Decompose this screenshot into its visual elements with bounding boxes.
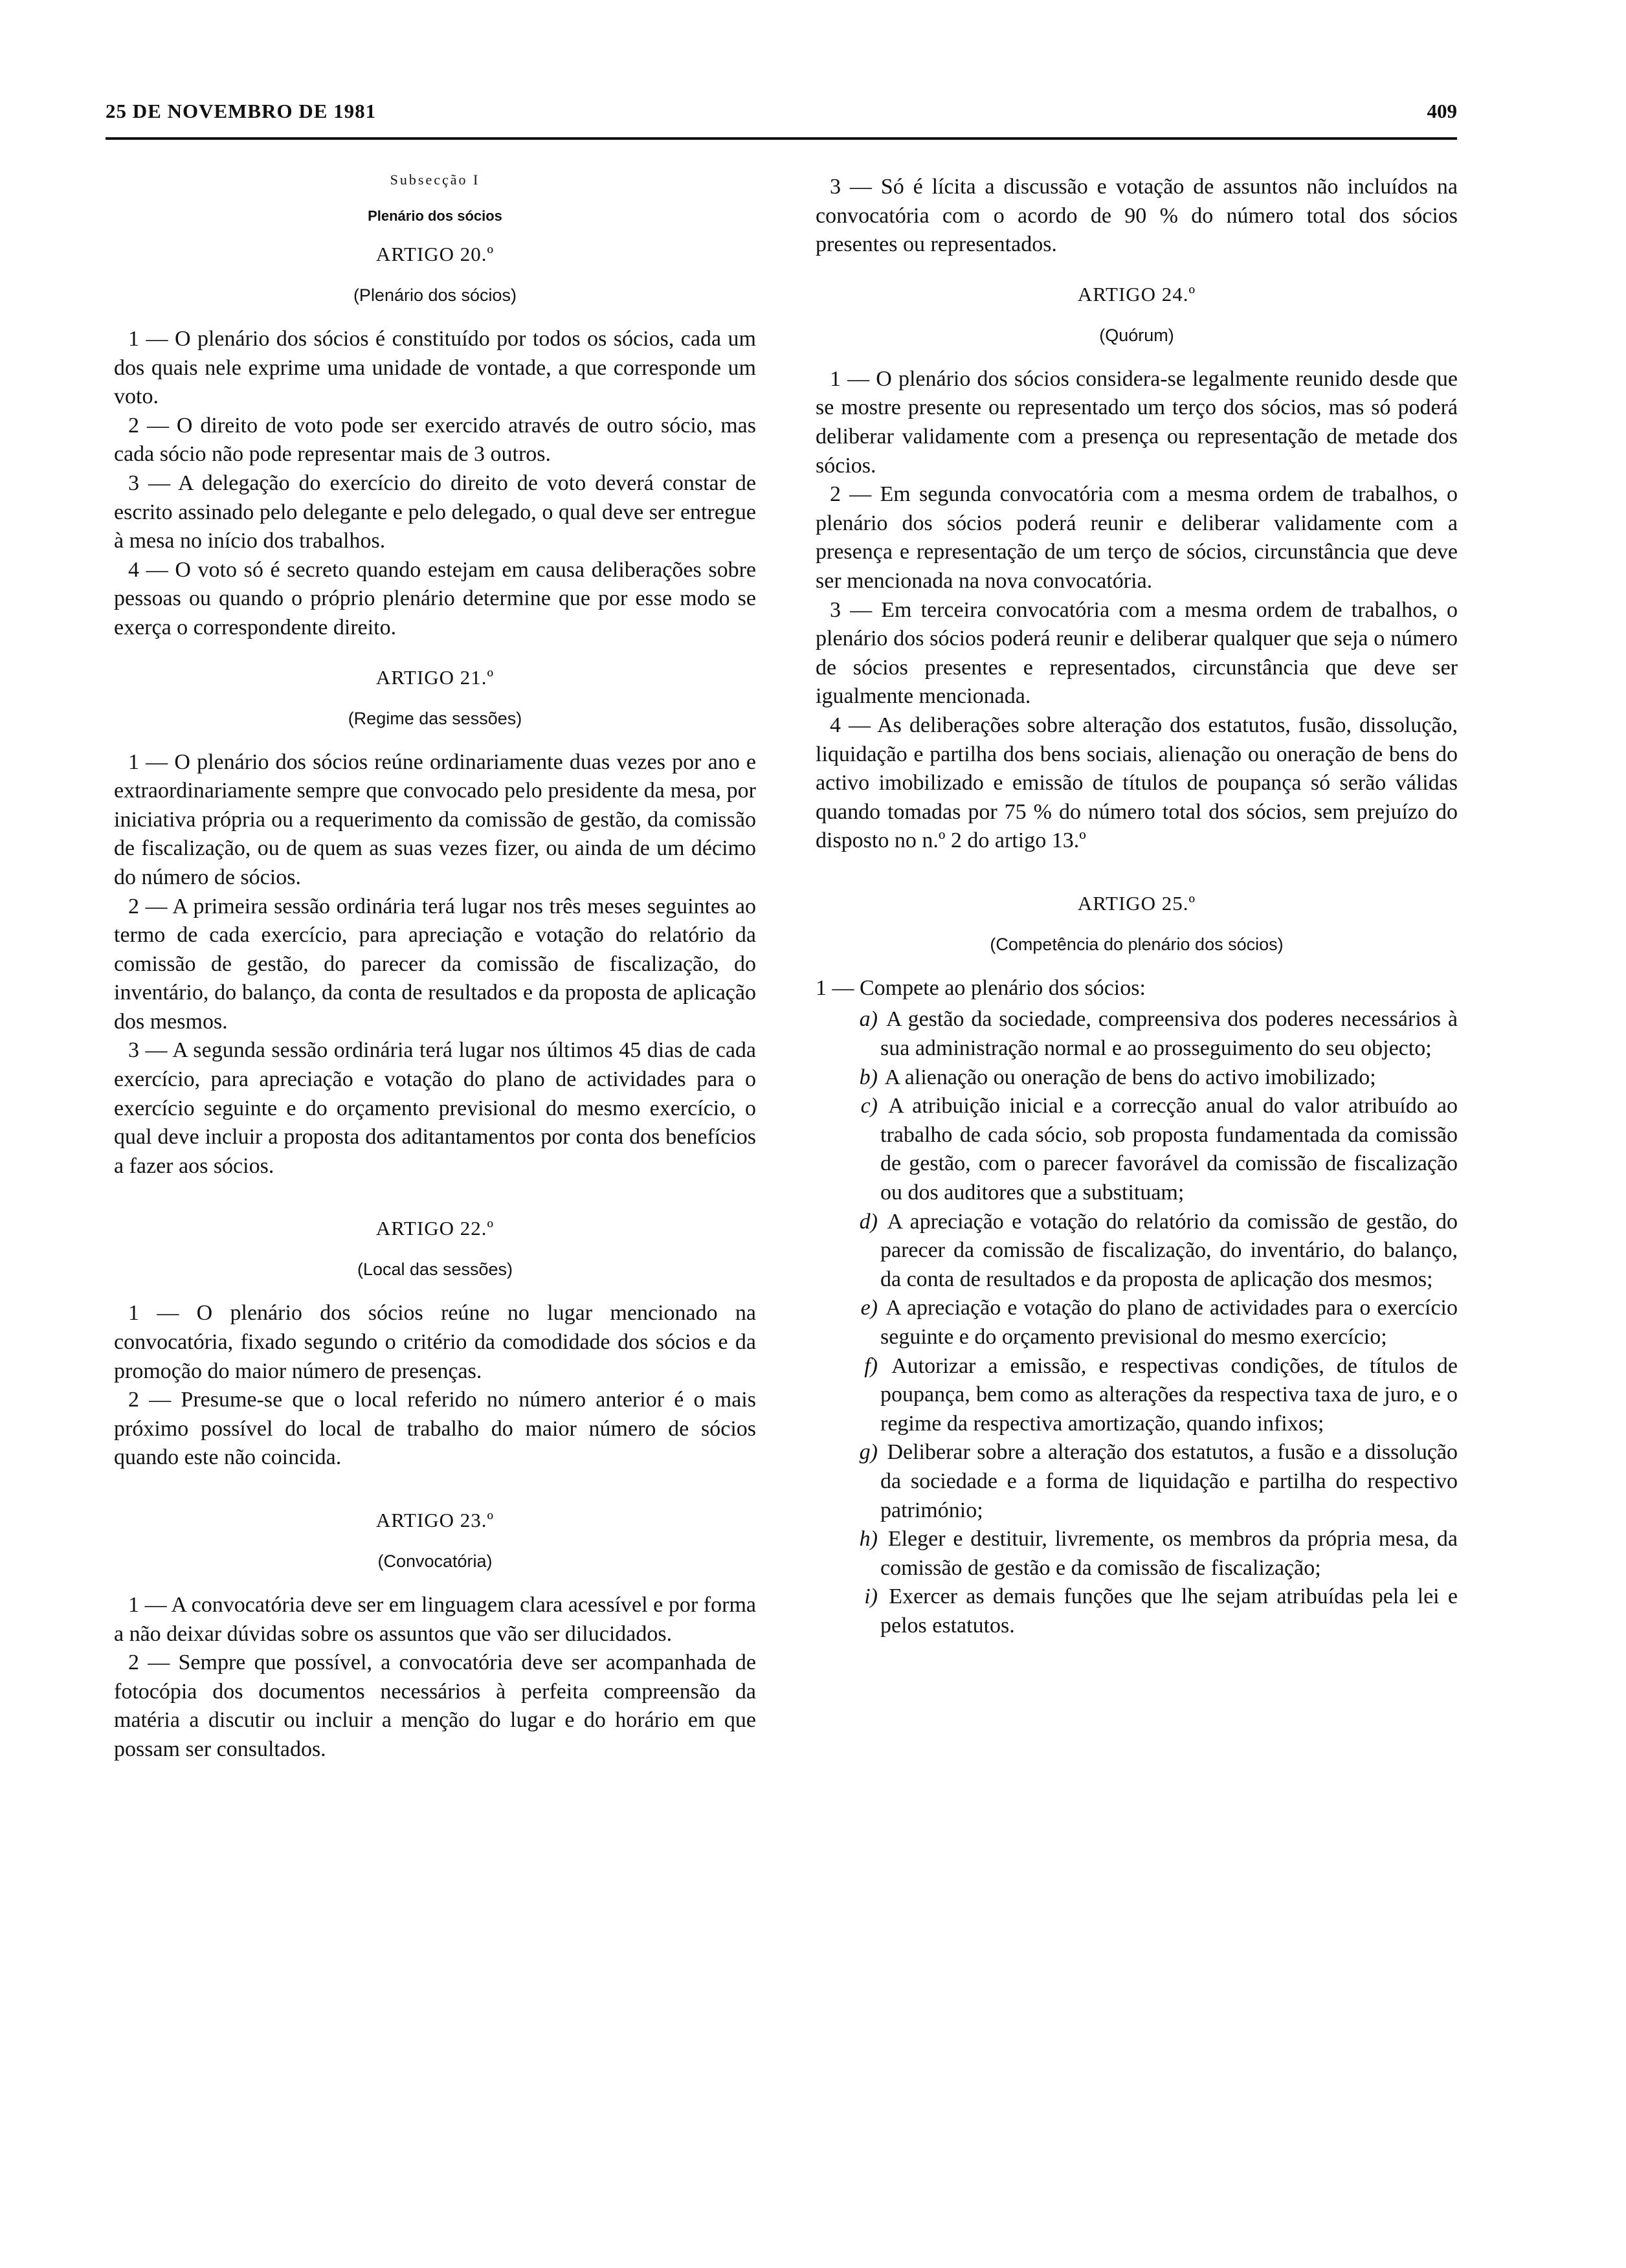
article-25-item: [816, 1063, 1458, 1093]
article-21-paragraph-2: 2 — A primeira sessão ordinária terá lugar nos três meses seguintes ao termo de cada exercício, para apreciação e votação do relatório da comissão de gestão, do parecer da comissão de fiscalização, do inventário, do balanço, da conta de resultados e da proposta de aplicação dos mesmos.: [114, 894, 756, 1034]
article-22-paragraph-1: 1 — O plenário dos sócios reúne no lugar mencionado na convocatória, fixado segundo o critério da comodidade dos sócios e da promoção do maior número de presenças.: [114, 1301, 756, 1383]
article-24-paragraph-2: 2 — Em segunda convocatória com a mesma ordem de trabalhos, o plenário dos sócios poderá reunir e deliberar validamente com a presença e representação de um terço de sócios, circunstância que deve ser mencionada na nova convocatória.: [816, 482, 1458, 593]
article-25-caption: (Competência do plenário dos sócios): [990, 934, 1284, 954]
article-20-caption: (Plenário dos sócios): [353, 285, 517, 305]
article-25-paragraph-1: 1 — Compete ao plenário dos sócios:: [816, 975, 1146, 1000]
item-text: A atribuição inicial e a correcção anual do valor atribuído ao trabalho de cada sócio, sob proposta fundamentada da comissão de gestão, com o parecer favorável da comissão de fiscalização ou dos auditores que a substituam;: [880, 1094, 1458, 1205]
article-25-item: [816, 1438, 1458, 1525]
item-text: Exercer as demais funções que lhe sejam atribuídas pela lei e pelos estatutos.: [880, 1584, 1458, 1638]
article-21-paragraph-3: 3 — A segunda sessão ordinária terá lugar nos últimos 45 dias de cada exercício, para apreciação e votação do plano de actividades para o exercício seguinte e do orçamento previsional do mesmo exercício, o qual deve incluir a proposta dos aditantamentos por conta dos benefícios a fazer aos sócios.: [114, 1038, 756, 1178]
item-letter: h): [859, 1527, 878, 1551]
article-21-title: ARTIGO 21.º: [375, 665, 495, 689]
article-25-item: [816, 1005, 1458, 1063]
article-24-paragraph-1: 1 — O plenário dos sócios considera-se legalmente reunido desde que se mostre presente ou representado um terço dos sócios, mas só poderá deliberar validamente com a presença ou representação de metade dos sócios.: [816, 366, 1458, 478]
left-column: [114, 165, 756, 1764]
article-25-item: [816, 1208, 1458, 1295]
item-letter: e): [860, 1296, 878, 1320]
article-25-item: [816, 1092, 1458, 1207]
article-24-paragraph-3: 3 — Em terceira convocatória com a mesma ordem de trabalhos, o plenário dos sócios poderá reunir e deliberar qualquer que seja o número de sócios presentes e representados, circunstância que deve ser igualmente mencionada.: [816, 597, 1458, 709]
article-24-paragraph-4: 4 — As deliberações sobre alteração dos estatutos, fusão, dissolução, liquidação e partilha dos bens sociais, alienação ou oneração de bens do activo imobilizado e emissão de títulos de poupança só serão válidas quando tomadas por 75 % do número total dos sócios, sem prejuízo do disposto no n.º 2 do artigo 13.º: [816, 713, 1458, 853]
issue-date: 25 DE NOVEMBRO DE 1981: [106, 100, 377, 122]
article-22-title: ARTIGO 22.º: [375, 1217, 495, 1240]
item-letter: d): [859, 1209, 878, 1234]
article-20-paragraph-3: 3 — A delegação do exercício do direito de voto deverá constar de escrito assinado pelo delegante e pelo delegado, o qual deve ser entregue à mesa no início dos trabalhos.: [114, 471, 756, 553]
article-25-item: [816, 1352, 1458, 1439]
article-20-paragraph-2: 2 — O direito de voto pode ser exercido através de outro sócio, mas cada sócio não pode representar mais de 3 outros.: [114, 413, 756, 467]
article-23-paragraph-2: 2 — Sempre que possível, a convocatória deve ser acompanhada de fotocópia dos documentos necessários à perfeita compreensão da matéria a discutir ou incluir a menção do lugar e do horário em que possam ser consultados.: [114, 1651, 756, 1761]
article-23-title: ARTIGO 23.º: [375, 1509, 495, 1531]
item-text: Autorizar a emissão, e respectivas condições, de títulos de poupança, bem como as alterações da respectiva taxa de juro, e o regime da respectiva amortização, quando infixos;: [880, 1353, 1458, 1436]
article-23-caption: (Convocatória): [377, 1551, 493, 1571]
item-text: A alienação ou oneração de bens do activo imobilizado;: [880, 1065, 1376, 1089]
item-letter: a): [859, 1007, 878, 1032]
item-letter: i): [864, 1584, 878, 1609]
article-25-item: [816, 1294, 1458, 1351]
right-column: [816, 165, 1458, 1641]
article-21-paragraph-1: 1 — O plenário dos sócios reúne ordinariamente duas vezes por ano e extraordinariamente sempre que convocado pelo presidente da mesa, por iniciativa própria ou a requerimento da comissão de gestão, da comissão de fiscalização, ou de quem as suas vezes fizer, ou ainda de um décimo do número de sócios.: [114, 750, 756, 889]
article-22-paragraph-2: 2 — Presume-se que o local referido no número anterior é o mais próximo possível do local de trabalho do maior número de sócios quando este não coincida.: [114, 1388, 756, 1470]
item-text: A apreciação e votação do relatório da comissão de gestão, do parecer da comissão de fiscalização, do inventário, do balanço, da conta de resultados e da proposta de aplicação dos mesmos;: [880, 1209, 1458, 1291]
article-20-paragraph-4: 4 — O voto só é secreto quando estejam em causa deliberações sobre pessoas ou quando o próprio plenário determine que por esse modo se exerça o correspondente direito.: [114, 557, 756, 639]
article-24-caption: (Quórum): [1099, 325, 1174, 345]
item-letter: f): [864, 1353, 878, 1378]
article-20-title: ARTIGO 20.º: [375, 243, 495, 265]
subsection-title: Plenário dos sócios: [368, 208, 502, 224]
item-text: A apreciação e votação do plano de actividades para o exercício seguinte e do orçamento previsional do mesmo exercício;: [880, 1296, 1458, 1349]
article-25-item: [816, 1583, 1458, 1640]
article-23-paragraph-3: 3 — Só é lícita a discussão e votação de assuntos não incluídos na convocatória com o acordo de 90 % do número total dos sócios presentes ou representados.: [816, 175, 1458, 257]
article-25-item: [816, 1525, 1458, 1583]
item-text: A gestão da sociedade, compreensiva dos poderes necessários à sua administração normal e ao prosseguimento do seu objecto;: [880, 1007, 1458, 1061]
page-header: [106, 97, 1457, 140]
item-text: Eleger e destituir, livremente, os membros da própria mesa, da comissão de gestão e da comissão de fiscalização;: [880, 1527, 1458, 1580]
item-letter: g): [859, 1440, 878, 1465]
item-letter: b): [859, 1065, 878, 1089]
article-25-title: ARTIGO 25.º: [1077, 891, 1196, 915]
article-23-paragraph-1: 1 — A convocatória deve ser em linguagem clara acessível e por forma a não deixar dúvidas sobre os assuntos que vão ser dilucidados.: [114, 1593, 756, 1646]
page-number: 409: [1427, 100, 1457, 122]
article-24-title: ARTIGO 24.º: [1077, 282, 1196, 306]
item-letter: c): [860, 1094, 878, 1118]
article-22-caption: (Local das sessões): [357, 1260, 513, 1280]
article-21-caption: (Regime das sessões): [348, 708, 522, 728]
subsection-label: Subsecção I: [390, 172, 480, 188]
article-25-item-list: [816, 1005, 1458, 1640]
article-20-paragraph-1: 1 — O plenário dos sócios é constituído por todos os sócios, cada um dos quais nele exprime uma unidade de vontade, a que corresponde um voto.: [114, 327, 756, 409]
item-text: Deliberar sobre a alteração dos estatutos, a fusão e a dissolução da sociedade e a forma de liquidação e partilha do respectivo património;: [880, 1440, 1458, 1522]
